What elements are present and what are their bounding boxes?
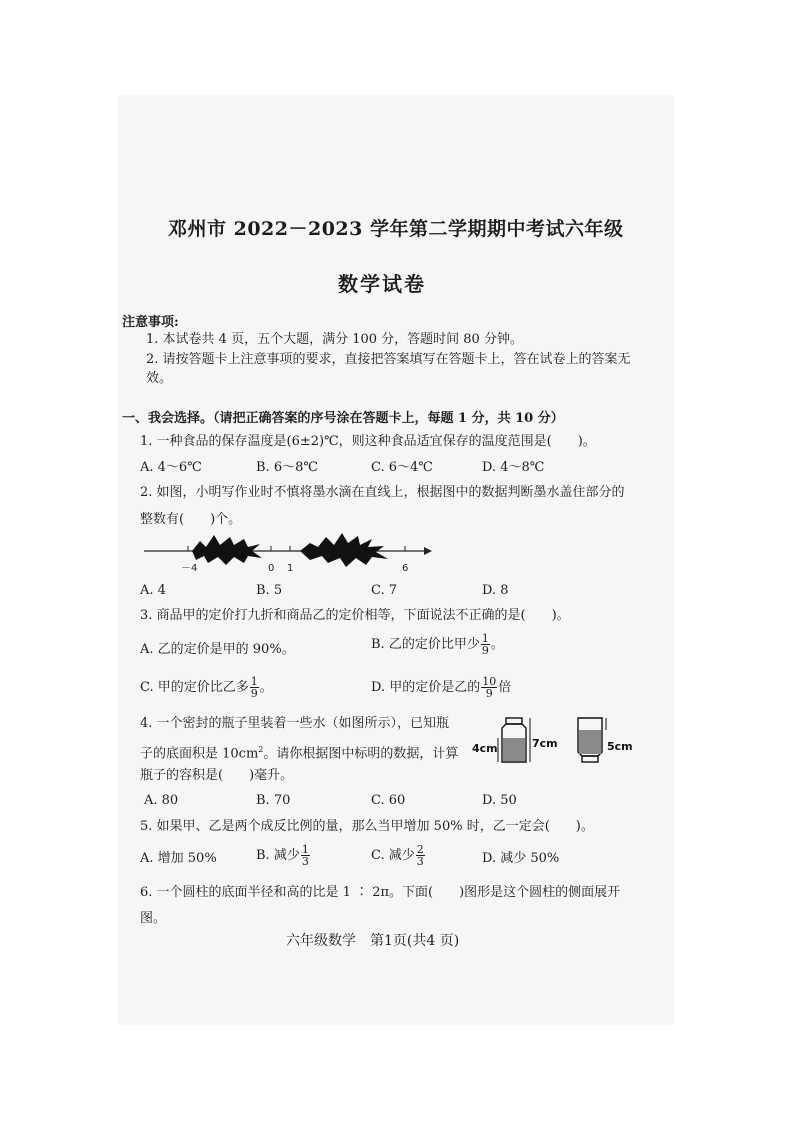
ink-blot-right [300, 533, 388, 567]
q4-line3: 瓶子的容积是( )毫升。 [140, 768, 294, 783]
q5-option-b: B. 减少 $\frac{1}{3}$ [256, 843, 309, 868]
q4-option-d: D. 50 [482, 793, 517, 808]
label-total-height: 7cm [532, 737, 558, 750]
q4-line2: 子的底面积是 $10cm^2$。请你根据图中标明的数据，计算 [140, 745, 459, 762]
label-0: 0 [268, 563, 275, 574]
q4-option-b: B. 70 [256, 793, 291, 808]
q6-line1: 6. 一个圆柱的底面半径和高的比是 1 ∶ 2π。下面( )图形是这个圆柱的侧面展开 [140, 885, 621, 900]
q2-stem-line2: 整数有( )个。 [140, 512, 242, 527]
q2-option-b: B. 5 [256, 583, 283, 598]
inverted-water [579, 730, 601, 754]
q6-line2: 图。 [140, 911, 167, 926]
notes-heading: 注意事项: [122, 315, 179, 330]
q5-option-c: C. 减少 $\frac{2}{3}$ [371, 843, 424, 868]
q1-option-d: D. 4～8℃ [482, 460, 545, 475]
bottle-figure [468, 714, 640, 770]
q3-option-c: C. 甲的定价比乙多 $\frac{1}{9}$ 。 [140, 675, 273, 700]
q1-option-b: B. 6～8℃ [256, 460, 318, 475]
upright-water [503, 738, 525, 761]
exam-subject: 数学试卷 [338, 272, 426, 296]
label-6: 6 [402, 563, 409, 574]
notes-item-2: 2. 请按答题卡上注意事项的要求，直接把答案填写在答题卡上，答在试卷上的答案无 [146, 352, 631, 367]
label-air-height: 5cm [607, 740, 633, 753]
exam-title: 邓州市 2022－2023 学年第二学期期中考试六年级 [168, 218, 624, 240]
q2-stem-line1: 2. 如图，小明写作业时不慎将墨水滴在直线上，根据图中的数据判断墨水盖住部分的 [140, 485, 625, 500]
label-minus-4: －4 [181, 563, 198, 574]
label-1: 1 [287, 563, 294, 574]
fraction-2-3: $\frac{2}{3}$ [416, 843, 424, 868]
q2-option-a: A. 4 [140, 583, 166, 598]
q5-option-a: A. 增加 50% [140, 851, 217, 866]
fraction-10-9: $\frac{10}{9}$ [482, 675, 497, 700]
number-line-figure [140, 532, 440, 578]
q5-option-d: D. 减少 50% [482, 851, 560, 866]
number-line-arrow [424, 547, 432, 555]
q4-option-c: C. 60 [371, 793, 406, 808]
q4-option-a: A. 80 [144, 793, 179, 808]
label-water-height: 4cm [472, 742, 498, 755]
q4-line1: 4. 一个密封的瓶子里装着一些水（如图所示），已知瓶 [140, 716, 450, 731]
q1-stem: 1. 一种食品的保存温度是(6±2)℃，则这种食品适宜保存的温度范围是( )。 [140, 434, 596, 449]
fraction-1-3: $\frac{1}{3}$ [301, 843, 309, 868]
notes-item-1: 1. 本试卷共 4 页，五个大题，满分 100 分，答题时间 80 分钟。 [146, 332, 523, 347]
q1-option-a: A. 4～6℃ [140, 460, 202, 475]
q3-option-b: B. 乙的定价比甲少 $\frac{1}{9}$ 。 [371, 632, 504, 657]
q2-option-d: D. 8 [482, 583, 509, 598]
page-footer: 六年级数学 第1页(共4 页) [286, 933, 460, 949]
section1-heading: 一、我会选择。（请把正确答案的序号涂在答题卡上，每题 1 分，共 10 分） [122, 411, 564, 426]
q1-option-c: C. 6～4℃ [371, 460, 433, 475]
q3-option-a: A. 乙的定价是甲的 90%。 [140, 642, 295, 657]
q3-option-d: D. 甲的定价是乙的 $\frac{10}{9}$ 倍 [371, 675, 512, 700]
fraction-1-9: $\frac{1}{9}$ [250, 675, 258, 700]
q5-stem: 5. 如果甲、乙是两个成反比例的量，那么当甲增加 50% 时，乙一定会( )。 [140, 819, 594, 834]
q3-stem: 3. 商品甲的定价打九折和商品乙的定价相等，下面说法不正确的是( )。 [140, 608, 570, 623]
ink-blot-left [192, 535, 262, 565]
notes-item-3: 效。 [146, 371, 173, 386]
fraction-1-9: $\frac{1}{9}$ [481, 632, 489, 657]
q2-option-c: C. 7 [371, 583, 398, 598]
